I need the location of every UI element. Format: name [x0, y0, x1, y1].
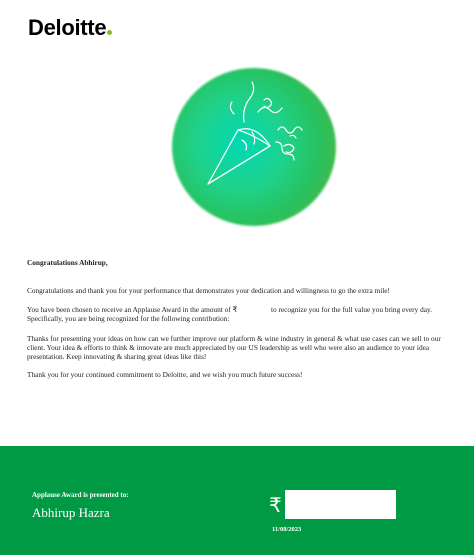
- letter-paragraph-contribution: Thanks for presenting your ideas on how can we further improve our platform & wine industry in general & what use cases can we sell to our client. Your idea & efforts to think & innovate are much appreciated by our US leadership as well who were also an audience to your idea presentation. Keep innovating & sharing great ideas like this!: [27, 334, 441, 361]
- recipient-name: Abhirup Hazra: [32, 505, 110, 520]
- award-footer-band: [0, 446, 474, 555]
- logo-green-dot: [107, 30, 112, 35]
- award-amount-text-after: to recognize you for the full value you bring every day. Specifically, you are being recognized for the following contribution:: [27, 305, 432, 323]
- party-popper-icon: [172, 68, 336, 226]
- letter-paragraph-closing: Thank you for your continued commitment to Deloitte, and we wish you much future success!: [27, 370, 303, 379]
- presented-to-label: Applause Award is presented to:: [32, 491, 129, 499]
- deloitte-logo: [28, 14, 112, 42]
- award-amount-text-before: You have been chosen to receive an Applause Award in the amount of ₹: [27, 305, 238, 314]
- letter-paragraph-congratulations: Congratulations and thank you for your performance that demonstrates your dedication and willingness to go the extra mile!: [27, 286, 390, 295]
- award-date: 11/08/2023: [272, 526, 302, 533]
- letter-paragraph-award-amount: [27, 305, 454, 323]
- redacted-amount-box: [285, 490, 396, 519]
- redacted-amount: [237, 307, 269, 314]
- logo-wordmark: Deloitte: [28, 15, 107, 40]
- rupee-symbol: ₹: [269, 493, 282, 517]
- letter-greeting: Congratulations Abhirup,: [27, 258, 108, 267]
